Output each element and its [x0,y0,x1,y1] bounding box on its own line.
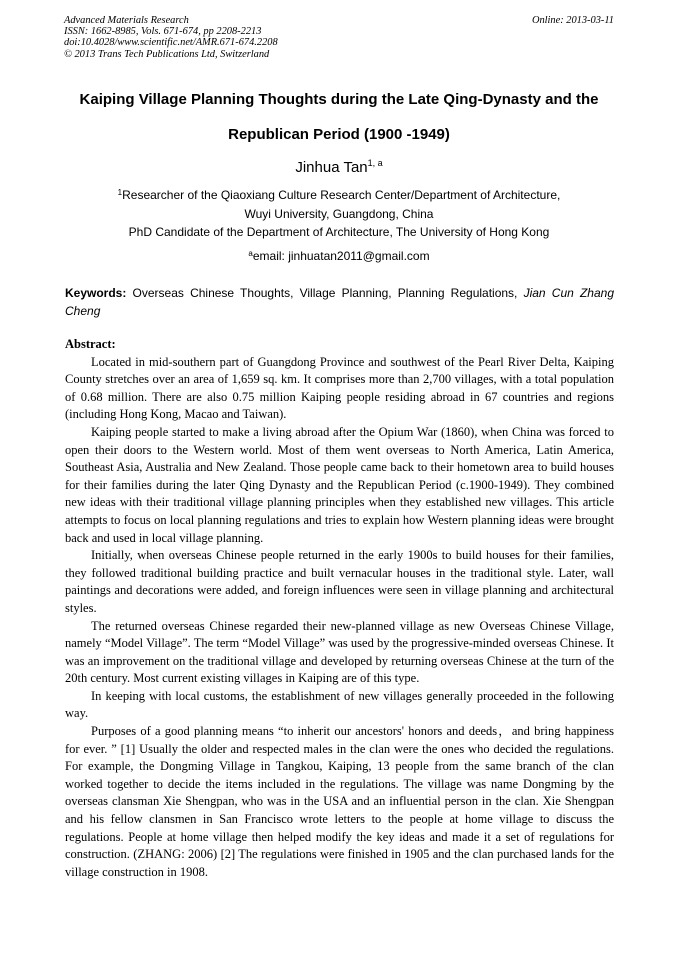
keywords-block [65,285,614,320]
journal-header [64,15,614,60]
paper-title-line-1: Kaiping Village Planning Thoughts during the Late Qing-Dynasty and the [79,91,599,108]
abstract-paragraph: Initially, when overseas Chinese people returned in the early 1900s to build houses for their families, they followed traditional building practice and built vernacular houses in the traditional style. Later, wall paintings and decorations were added, and foreign influences were seen in village planning and architectural styles. [65,548,614,615]
affiliation-line-2: Wuyi University, Guangdong, China [244,207,434,221]
paper-title-line-2: Republican Period (1900 -1949) [228,126,450,143]
abstract-paragraph: Kaiping people started to make a living abroad after the Opium War (1860), when China was forced to open their doors to the Western world. Most of them went overseas to North America, Latin America, Southeast Asia, Australia and New Zealand. Those people came back to their hometown area to build houses for their families during the later Qing Dynasty and the Republican Period (c.1900-1949). They combined new ideas with their traditional village planning principles when they established new villages. This article attempts to focus on local planning regulations and tries to explain how Western planning ideas were brought back and used in local village planning. [65,424,614,545]
abstract-section [65,336,614,881]
keywords-text: Overseas Chinese Thoughts, Village Planning, Planning Regulations, [132,286,518,300]
affiliation-text-1: Researcher of the Qiaoxiang Culture Research Center/Department of Architecture, [122,188,561,202]
abstract-paragraph: Purposes of a good planning means “to inherit our ancestors' honors and deeds，and bring happiness for ever. ” [1] Usually the older and respected males in the clan were the ones who decided the regulations. For example, the Dongming Village in Tangkou, Kaiping, 13 people from the same branch of the clan worked together to decide the items included in the regulations. The village was name Dongming by the overseas clansman Xie Shengpan, who was in the USA and an influential person in the clan. Xie Shengpan and his fellow clansmen in San Francisco wrote letters to the people at home village to discuss the regulations. People at home village then helped modify the key ideas and made it a set of regulations for construction. (ZHANG: 2006) [2] The regulations were finished in 1905 and the clan purchased lands for the village construction in 1908. [65,724,614,879]
keywords-label: Keywords: [65,286,127,300]
journal-name: Advanced Materials Research [64,15,189,26]
keywords-italic-2: Cheng [65,303,101,318]
email-text: email: jinhuatan2011@gmail.com [252,249,430,263]
author-superscript: 1, a [367,158,383,168]
affiliation-superscript: 1 [117,188,123,197]
keywords-italic-1: Jian Cun Zhang [523,286,614,300]
author-name: Jinhua Tan [295,159,368,176]
email-line [0,249,678,264]
abstract-heading: Abstract: [65,337,116,351]
affiliation-line-3: PhD Candidate of the Department of Architecture, The University of Hong Kong [128,225,550,239]
abstract-paragraph: In keeping with local customs, the establishment of new villages generally proceeded in the following way. [65,688,614,721]
affiliation-line-1 [0,188,678,203]
online-date: Online: 2013-03-11 [531,15,614,26]
doi-line: doi:10.4028/www.scientific.net/AMR.671-674.2208 [64,37,278,49]
abstract-paragraph: Located in mid-southern part of Guangdong Province and southwest of the Pearl River Delta, Kaiping County stretches over an area of 1,659 sq. km. It comprises more than 2,700 villages, with a total population of 0.68 million. There are also 0.75 million Kaiping people residing abroad in 67 countries and regions (including Hong Kong, Macao and Taiwan). [65,354,614,422]
author-line [0,159,678,177]
issn-line: ISSN: 1662-8985, Vols. 671-674, pp 2208-2213 [64,26,262,38]
email-superscript: a [248,249,253,258]
copyright-line: © 2013 Trans Tech Publications Ltd, Switzerland [64,48,270,60]
abstract-paragraph: The returned overseas Chinese regarded their new-planned village as new Overseas Chinese Village, namely “Model Village”. The term “Model Village” was used by the progressive-minded overseas Chinese. It was an improvement on the traditional village and developed by returning overseas Chinese at the turn of the 20th century. Most current existing villages in Kaiping are of this type. [65,618,614,686]
